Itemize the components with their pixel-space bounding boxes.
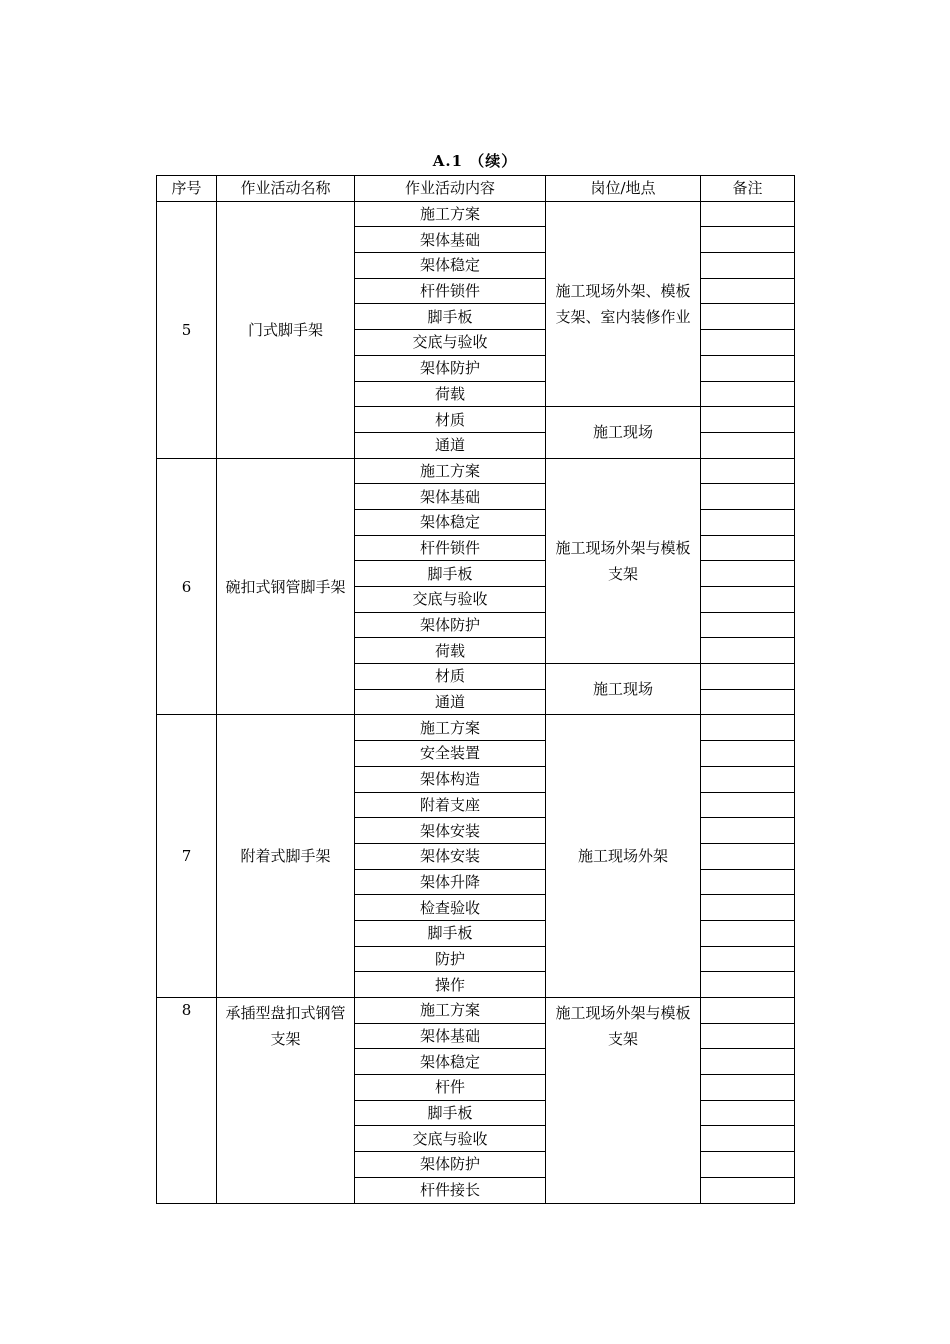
- remarks-cell: [701, 998, 795, 1024]
- table-row: [157, 458, 795, 484]
- activity-content-item: 架体升降: [355, 869, 546, 895]
- activity-content-item: 材质: [355, 664, 546, 690]
- remarks-cell: [701, 458, 795, 484]
- remarks-cell: [701, 304, 795, 330]
- remarks-cell: [701, 1152, 795, 1178]
- remarks-cell: [701, 1023, 795, 1049]
- activity-content-item: 施工方案: [355, 998, 546, 1024]
- header-activity-name: 作业活动名称: [217, 176, 355, 202]
- remarks-cell: [701, 741, 795, 767]
- location-cell: 施工现场外架: [546, 715, 701, 998]
- activity-content-item: 脚手板: [355, 920, 546, 946]
- activity-content-item: 杆件锁件: [355, 278, 546, 304]
- header-location: 岗位/地点: [546, 176, 701, 202]
- remarks-cell: [701, 407, 795, 433]
- activity-content-item: 安全装置: [355, 741, 546, 767]
- activity-content-item: 架体基础: [355, 227, 546, 253]
- activity-content-item: 荷载: [355, 381, 546, 407]
- location-cell: 施工现场外架与模板支架: [546, 998, 701, 1204]
- activity-content-item: 架体稳定: [355, 253, 546, 279]
- activity-name: 门式脚手架: [217, 201, 355, 458]
- remarks-cell: [701, 355, 795, 381]
- header-activity-content: 作业活动内容: [355, 176, 546, 202]
- remarks-cell: [701, 946, 795, 972]
- activity-content-item: 材质: [355, 407, 546, 433]
- activity-content-item: 交底与验收: [355, 587, 546, 613]
- remarks-cell: [701, 1177, 795, 1203]
- remarks-cell: [701, 792, 795, 818]
- hazard-activity-table: [156, 175, 795, 1204]
- table-row: [157, 201, 795, 227]
- activity-content-item: 操作: [355, 972, 546, 998]
- remarks-cell: [701, 432, 795, 458]
- activity-content-item: 脚手板: [355, 1100, 546, 1126]
- activity-name: 碗扣式钢管脚手架: [217, 458, 355, 715]
- activity-content-item: 通道: [355, 432, 546, 458]
- activity-content-item: 施工方案: [355, 201, 546, 227]
- table-row: [157, 715, 795, 741]
- section-number: 7: [157, 715, 217, 998]
- remarks-cell: [701, 253, 795, 279]
- remarks-cell: [701, 1100, 795, 1126]
- activity-content-item: 防护: [355, 946, 546, 972]
- remarks-cell: [701, 895, 795, 921]
- activity-content-item: 架体防护: [355, 355, 546, 381]
- remarks-cell: [701, 561, 795, 587]
- remarks-cell: [701, 484, 795, 510]
- remarks-cell: [701, 818, 795, 844]
- remarks-cell: [701, 509, 795, 535]
- table-row: [157, 998, 795, 1024]
- activity-content-item: 检查验收: [355, 895, 546, 921]
- remarks-cell: [701, 612, 795, 638]
- activity-content-item: 交底与验收: [355, 330, 546, 356]
- activity-content-item: 脚手板: [355, 561, 546, 587]
- header-no: 序号: [157, 176, 217, 202]
- remarks-cell: [701, 766, 795, 792]
- activity-content-item: 架体构造: [355, 766, 546, 792]
- remarks-cell: [701, 330, 795, 356]
- activity-name: 附着式脚手架: [217, 715, 355, 998]
- remarks-cell: [701, 638, 795, 664]
- table-header-row: [157, 176, 795, 202]
- location-cell: 施工现场: [546, 407, 701, 458]
- activity-content-item: 架体防护: [355, 1152, 546, 1178]
- activity-content-item: 架体基础: [355, 484, 546, 510]
- remarks-cell: [701, 587, 795, 613]
- remarks-cell: [701, 535, 795, 561]
- activity-content-item: 施工方案: [355, 715, 546, 741]
- activity-content-item: 交底与验收: [355, 1126, 546, 1152]
- remarks-cell: [701, 972, 795, 998]
- activity-content-item: 架体稳定: [355, 1049, 546, 1075]
- activity-content-item: 附着支座: [355, 792, 546, 818]
- activity-content-item: 架体防护: [355, 612, 546, 638]
- remarks-cell: [701, 689, 795, 715]
- activity-content-item: 架体安装: [355, 818, 546, 844]
- location-cell: 施工现场: [546, 664, 701, 715]
- activity-content-item: 杆件接长: [355, 1177, 546, 1203]
- remarks-cell: [701, 869, 795, 895]
- activity-content-item: 杆件锁件: [355, 535, 546, 561]
- location-cell: 施工现场外架与模板支架: [546, 458, 701, 664]
- activity-content-item: 施工方案: [355, 458, 546, 484]
- remarks-cell: [701, 1126, 795, 1152]
- remarks-cell: [701, 278, 795, 304]
- remarks-cell: [701, 201, 795, 227]
- activity-content-item: 架体稳定: [355, 509, 546, 535]
- remarks-cell: [701, 715, 795, 741]
- activity-content-item: 脚手板: [355, 304, 546, 330]
- section-number: 6: [157, 458, 217, 715]
- remarks-cell: [701, 381, 795, 407]
- remarks-cell: [701, 843, 795, 869]
- activity-content-item: 杆件: [355, 1075, 546, 1101]
- location-cell: 施工现场外架、模板支架、室内装修作业: [546, 201, 701, 407]
- activity-content-item: 架体基础: [355, 1023, 546, 1049]
- section-number: 5: [157, 201, 217, 458]
- remarks-cell: [701, 1075, 795, 1101]
- activity-content-item: 荷载: [355, 638, 546, 664]
- remarks-cell: [701, 1049, 795, 1075]
- remarks-cell: [701, 920, 795, 946]
- header-remarks: 备注: [701, 176, 795, 202]
- activity-content-item: 架体安装: [355, 843, 546, 869]
- section-number: 8: [157, 998, 217, 1204]
- activity-content-item: 通道: [355, 689, 546, 715]
- table-caption: A.1 （续）: [432, 152, 518, 170]
- remarks-cell: [701, 227, 795, 253]
- remarks-cell: [701, 664, 795, 690]
- activity-name: 承插型盘扣式钢管支架: [217, 998, 355, 1204]
